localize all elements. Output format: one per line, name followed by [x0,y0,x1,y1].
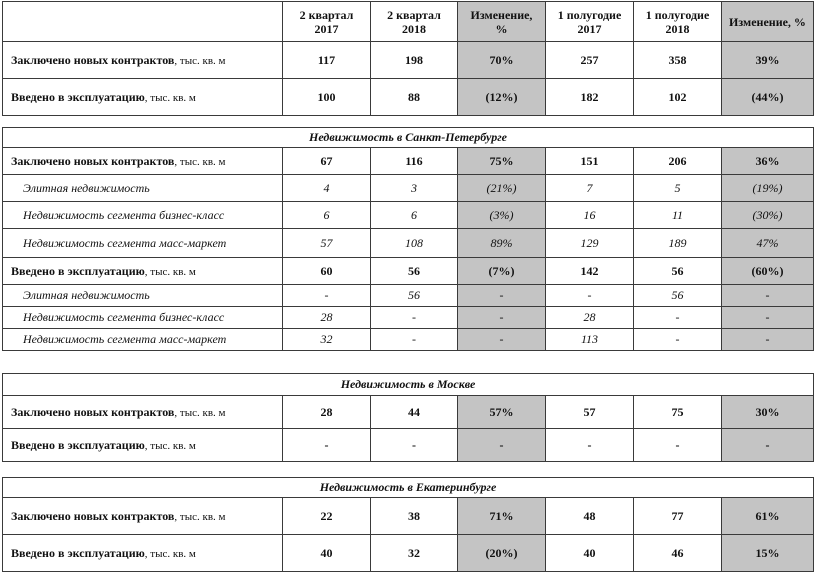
unit-text: , тыс. кв. м [174,155,226,168]
value-cell: 32 [283,329,371,351]
value-cell: 358 [634,42,722,79]
row-label-text: Заключено новых контрактов [11,52,175,67]
value-cell: 61% [722,498,814,535]
unit-text: , тыс. кв. м [174,510,226,523]
value-cell: - [371,307,458,329]
row-label-text: Недвижимость сегмента бизнес-класс [23,310,225,324]
row-label-text: Заключено новых контрактов [11,153,175,168]
value-cell: 182 [546,79,634,116]
value-cell: (44%) [722,79,814,116]
value-cell: - [634,307,722,329]
value-cell: 142 [546,258,634,285]
value-cell: 56 [634,285,722,307]
value-cell: - [371,329,458,351]
value-cell: - [283,285,371,307]
value-cell: 56 [371,258,458,285]
value-cell: 6 [283,202,371,229]
header-h1-2018: 1 полугодие 2018 [634,2,722,42]
row-label-text: Элитная недвижимость [23,180,150,195]
value-cell: 3 [371,175,458,202]
row-label [3,498,283,535]
header-q2-2018: 2 квартал 2018 [371,2,458,42]
row-label-text: Заключено новых контрактов [11,508,175,523]
header-change-h: Изменение, % [722,2,814,42]
value-cell: 57% [458,396,546,429]
value-cell: 113 [546,329,634,351]
sub-row [3,307,814,329]
value-cell: 198 [371,42,458,79]
sub-row [3,202,814,229]
value-cell: 77 [634,498,722,535]
value-cell: 47% [722,229,814,258]
value-cell: 7 [546,175,634,202]
row-label [3,396,283,429]
spb-table [2,127,814,351]
row-label [3,329,283,351]
value-cell: 4 [283,175,371,202]
unit-text: , тыс. кв. м [144,547,196,560]
header-row [3,2,814,42]
msk-table [2,373,814,462]
value-cell: - [722,285,814,307]
row-label [3,79,283,116]
value-cell: - [546,429,634,462]
table-row [3,79,814,116]
table-row [3,429,814,462]
value-cell: - [634,329,722,351]
table-row [3,42,814,79]
sub-row [3,175,814,202]
value-cell: 15% [722,535,814,572]
value-cell: 16 [546,202,634,229]
value-cell: 88 [371,79,458,116]
sub-row [3,229,814,258]
row-label-text: Недвижимость сегмента масс-маркет [23,235,227,250]
value-cell: 70% [458,42,546,79]
value-cell: 38 [371,498,458,535]
unit-text: , тыс. кв. м [144,439,196,452]
sub-row [3,285,814,307]
value-cell: - [458,285,546,307]
unit-text: , тыс. кв. м [144,265,196,278]
row-label [3,42,283,79]
value-cell: 28 [546,307,634,329]
row-label [3,429,283,462]
value-cell: (20%) [458,535,546,572]
value-cell: 71% [458,498,546,535]
value-cell: 117 [283,42,371,79]
value-cell: - [634,429,722,462]
value-cell: 28 [283,396,371,429]
value-cell: 48 [546,498,634,535]
msk-title: Недвижимость в Москве [3,374,814,396]
sub-row [3,329,814,351]
row-label [3,175,283,202]
ekb-title: Недвижимость в Екатеринбурге [3,478,814,498]
value-cell: (30%) [722,202,814,229]
value-cell: 102 [634,79,722,116]
value-cell: - [458,307,546,329]
value-cell: (7%) [458,258,546,285]
header-h1-2017: 1 полугодие 2017 [546,2,634,42]
value-cell: (60%) [722,258,814,285]
value-cell: 108 [371,229,458,258]
row-label [3,229,283,258]
value-cell: 36% [722,148,814,175]
value-cell: 56 [371,285,458,307]
value-cell: - [283,429,371,462]
value-cell: 116 [371,148,458,175]
value-cell: - [458,429,546,462]
section-title-row [3,374,814,396]
value-cell: 56 [634,258,722,285]
value-cell: 5 [634,175,722,202]
value-cell: 75% [458,148,546,175]
section-title-row [3,128,814,148]
value-cell: - [546,285,634,307]
row-label-text: Введено в эксплуатацию [11,89,145,104]
row-label-text: Элитная недвижимость [23,288,150,302]
value-cell: (21%) [458,175,546,202]
unit-text: , тыс. кв. м [144,91,196,104]
value-cell: 6 [371,202,458,229]
value-cell: - [458,329,546,351]
value-cell: - [371,429,458,462]
value-cell: 57 [283,229,371,258]
value-cell: 257 [546,42,634,79]
table-row [3,498,814,535]
value-cell: 32 [371,535,458,572]
section-title-row [3,478,814,498]
value-cell: 30% [722,396,814,429]
summary-table [2,1,814,116]
row-label [3,148,283,175]
value-cell: 75 [634,396,722,429]
row-label [3,307,283,329]
spb-title: Недвижимость в Санкт-Петербурге [3,128,814,148]
row-label [3,202,283,229]
ekb-table [2,477,814,572]
header-blank-cell [3,2,283,42]
row-label [3,535,283,572]
row-label-text: Введено в эксплуатацию [11,437,145,452]
row-label-text: Введено в эксплуатацию [11,545,145,560]
unit-text: , тыс. кв. м [174,54,226,67]
value-cell: 67 [283,148,371,175]
value-cell: - [722,329,814,351]
table-row [3,148,814,175]
value-cell: - [722,307,814,329]
row-label-text: Недвижимость сегмента масс-маркет [23,332,227,346]
value-cell: 206 [634,148,722,175]
value-cell: 11 [634,202,722,229]
value-cell: 89% [458,229,546,258]
unit-text: , тыс. кв. м [174,406,226,419]
row-label-text: Заключено новых контрактов [11,404,175,419]
header-q2-2017: 2 квартал 2017 [283,2,371,42]
value-cell: 100 [283,79,371,116]
value-cell: 57 [546,396,634,429]
row-label-text: Введено в эксплуатацию [11,263,145,278]
value-cell: 129 [546,229,634,258]
value-cell: (19%) [722,175,814,202]
value-cell: 189 [634,229,722,258]
value-cell: 44 [371,396,458,429]
row-label-text: Недвижимость сегмента бизнес-класс [23,207,225,222]
value-cell: 60 [283,258,371,285]
value-cell: 40 [546,535,634,572]
value-cell: (3%) [458,202,546,229]
table-row [3,258,814,285]
row-label [3,285,283,307]
value-cell: 39% [722,42,814,79]
value-cell: - [722,429,814,462]
value-cell: (12%) [458,79,546,116]
header-change-q: Изменение, % [458,2,546,42]
value-cell: 28 [283,307,371,329]
value-cell: 40 [283,535,371,572]
table-row [3,535,814,572]
table-row [3,396,814,429]
value-cell: 46 [634,535,722,572]
value-cell: 22 [283,498,371,535]
value-cell: 151 [546,148,634,175]
row-label [3,258,283,285]
